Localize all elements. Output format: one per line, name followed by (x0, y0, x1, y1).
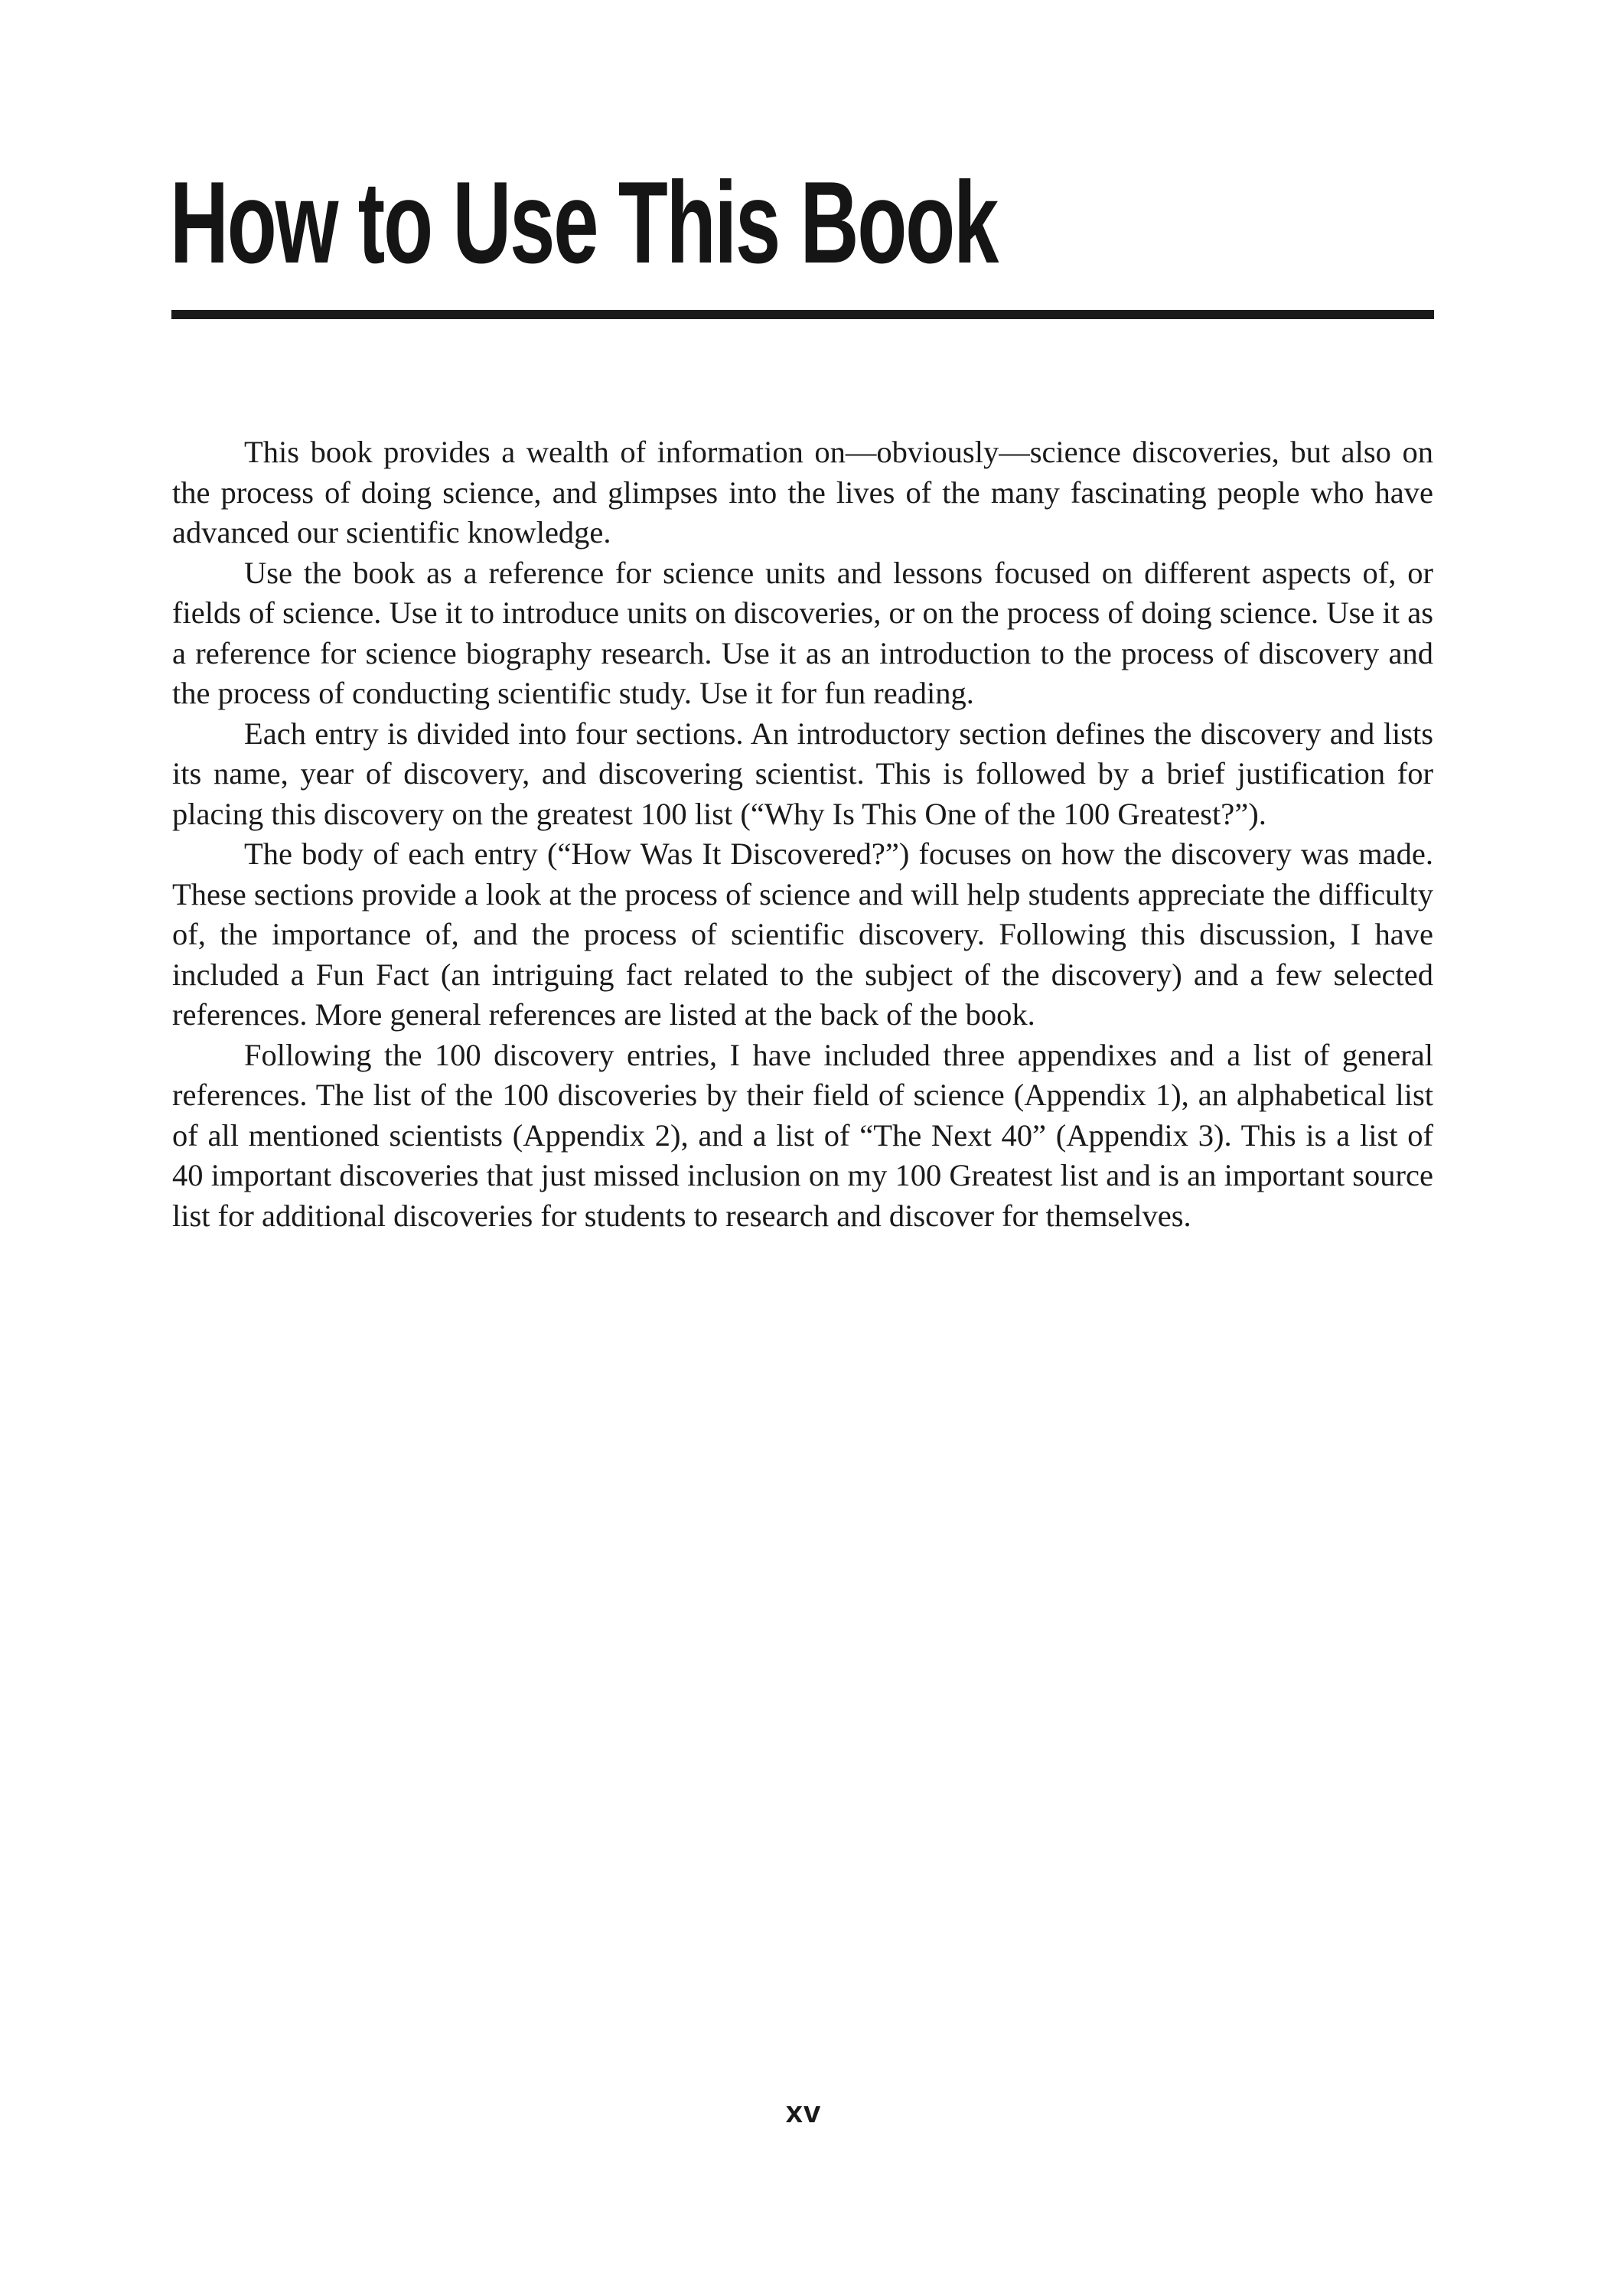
paragraph-intro: This book provides a wealth of information on—obviously—science discoveries, but also on the process of doing science, and glimpses into the lives of the many fascinating people who have advanced our scientific knowledge. (172, 435, 1433, 550)
body-text (172, 432, 1433, 1236)
paragraph-uses: Use the book as a reference for science units and lessons focused on different aspects of, or fields of science. Use it to introduce units on discoveries, or on the process of doing science. Use it as a reference for science biography research. Use it as an introduction to the process of discovery and the process of conducting scientific study. Use it for fun reading. (172, 555, 1433, 710)
paragraph-appendixes: Following the 100 discovery entries, I have included three appendixes and a list of general references. The list of the 100 discoveries by their field of science (Appendix 1), an alphabetical list of all mentioned scientists (Appendix 2), and a list of “The Next 40” (Appendix 3). This is a list of 40 important discoveries that just missed inclusion on my 100 Greatest list and is an important source list for additional discoveries for students to research and discover for themselves. (172, 1037, 1433, 1233)
paragraph-entry-body: The body of each entry (“How Was It Discovered?”) focuses on how the discovery was made. These sections provide a look at the process of science and will help students appreciate the difficulty of, the importance of, and the process of scientific discovery. Following this discussion, I have included a Fun Fact (an intriguing fact related to the subject of the discovery) and a few selected references. More general references are listed at the back of the book. (172, 837, 1433, 1032)
page-title: How to Use This Book (170, 158, 998, 288)
title-underline-rule (171, 310, 1434, 319)
paragraph-entry-sections: Each entry is divided into four sections. An introductory section defines the discovery and lists its name, year of discovery, and discovering scientist. This is followed by a brief justification for placing this discovery on the greatest 100 list (“Why Is This One of the 100 Greatest?”). (172, 716, 1433, 831)
page-number: xv (785, 2095, 822, 2129)
